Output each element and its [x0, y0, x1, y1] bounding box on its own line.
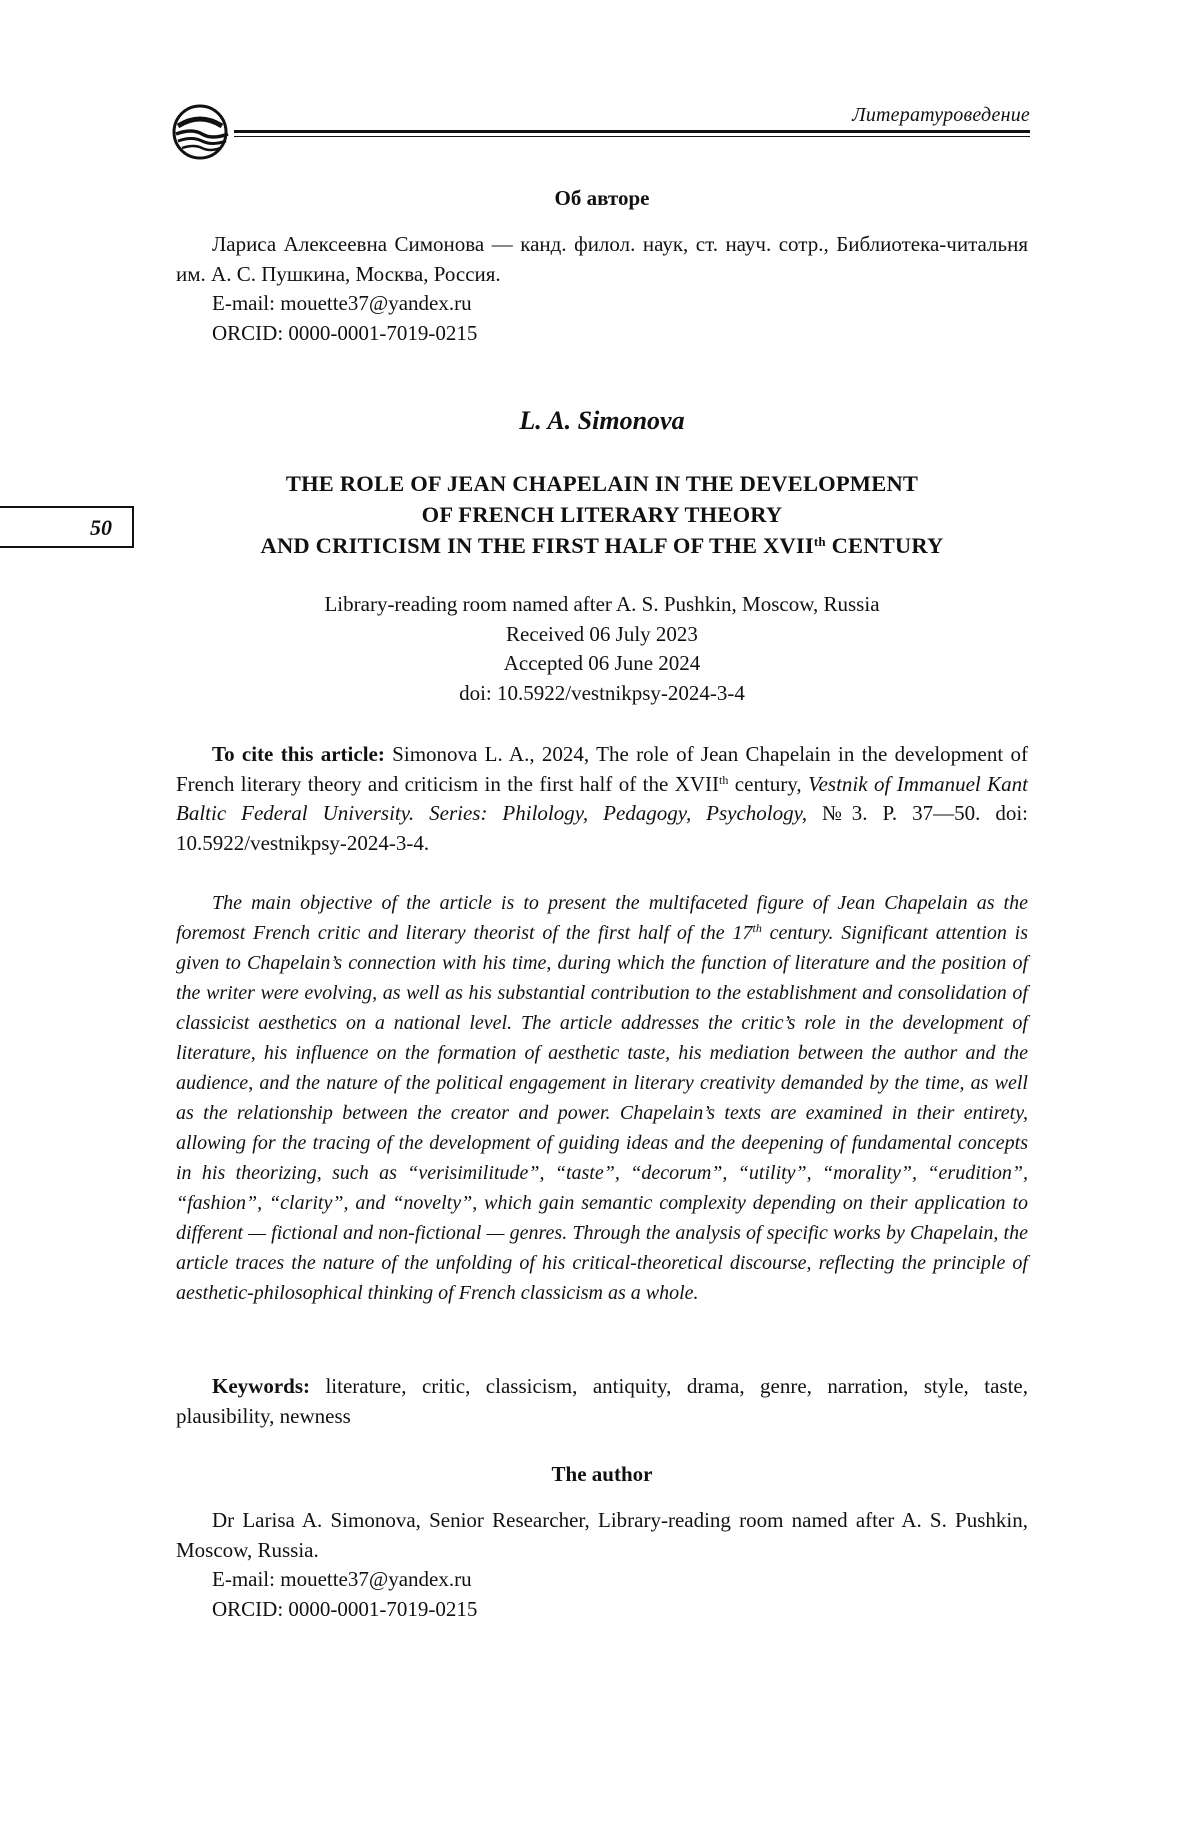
- page-number: 50: [90, 515, 112, 540]
- article-title: [176, 468, 1028, 561]
- english-author-bio: Dr Larisa A. Simonova, Senior Researcher, Library-reading room named after A. S. Pushkin, Moscow, Russia.: [176, 1508, 1028, 1562]
- article-author: L. A. Simonova: [519, 406, 685, 435]
- english-author-heading: The author: [551, 1462, 653, 1486]
- article-meta: [176, 590, 1028, 708]
- russian-author-email: E-mail: mouette37@yandex.ru: [212, 291, 472, 315]
- abstract-block: [176, 888, 1028, 1308]
- english-author-block: [176, 1506, 1028, 1624]
- title-line-3: [176, 530, 1028, 561]
- english-author-orcid: ORCID: 0000-0001-7019-0215: [212, 1596, 478, 1621]
- keywords-paragraph: [176, 1372, 1028, 1431]
- citation-text-3: №3. P. 37—50. doi: 10.5922/vestnikpsy-2024-3-4.: [176, 801, 1028, 855]
- title-line-3-text: AND CRITICISM IN THE FIRST HALF OF THE XVII: [260, 533, 814, 558]
- abstract-text-2: century. Significant attention is given to Chapelain’s connection with his time, during which the function of literature and the position of the writer were evolving, as well as his substantial contribution to the establishment and consolidation of classicist aesthetics on a national level. The article addresses the critic’s role in the development of literature, his influence on the formation of aesthetic taste, his mediation between the author and the audience, and the nature of the political engagement in literary creativity demanded by the time, as well as the relationship between the creator and power. Chapelain’s texts are examined in their entirety, allowing for the tracing of the development of guiding ideas and the deepening of fundamental concepts in his theorizing, such as “verisimilitude”, “taste”, “decorum”, “utility”, “morality”, “erudition”, “fashion”, “clarity”, and “novelty”, which gain semantic complexity depending on their application to different — fictional and non-fictional — genres. Through the analysis of specific works by Chapelain, the article traces the nature of the unfolding of his critical-theoretical discourse, reflecting the principle of aesthetic-philosophical thinking of French classicism as a whole.: [176, 922, 1028, 1304]
- keywords-label: Keywords:: [212, 1374, 310, 1398]
- citation-paragraph: [176, 740, 1028, 858]
- header-rule-thin: [234, 136, 1030, 137]
- abstract-text-1: The main objective of the article is to present the multifaceted figure of Jean Chapelain as the foremost French critic and literary theorist of the first half of the 17: [176, 892, 1028, 944]
- citation-label: To cite this article:: [212, 742, 385, 766]
- page-number-box: [0, 506, 134, 548]
- header-rule-thick: [234, 130, 1030, 133]
- received-date: Received 06 July 2023: [506, 621, 698, 646]
- russian-author-orcid: ORCID: 0000-0001-7019-0215: [212, 320, 478, 345]
- running-title: Литературоведение: [852, 104, 1030, 126]
- abstract-superscript: th: [752, 921, 762, 935]
- abstract-paragraph: [176, 888, 1028, 1308]
- citation-journal: Vestnik of Immanuel Kant Baltic Federal University. Series: Philology, Pedagogy, Psychology,: [176, 771, 1029, 825]
- russian-author-bio: Лариса Алексеевна Симонова — канд. филол. наук, ст. науч. сотр., Библиотека-читальня им. А. С. Пушкина, Москва, Россия.: [176, 232, 1028, 286]
- page-header: [172, 100, 1030, 160]
- citation-text-2: century,: [728, 771, 809, 796]
- title-line-3-end: CENTURY: [825, 533, 944, 558]
- article-doi: doi: 10.5922/vestnikpsy-2024-3-4: [459, 680, 745, 705]
- citation-superscript: th: [719, 772, 729, 787]
- journal-wave-logo-icon: [172, 104, 232, 160]
- title-line-2: OF FRENCH LITERARY THEORY: [421, 502, 783, 527]
- title-superscript: th: [813, 534, 826, 549]
- keywords-block: [176, 1372, 1028, 1431]
- title-line-1: THE ROLE OF JEAN CHAPELAIN IN THE DEVELOPMENT: [285, 471, 919, 496]
- keywords-text: literature, critic, classicism, antiquity, drama, genre, narration, style, taste, plausibility, newness: [176, 1374, 1028, 1428]
- citation-block: [176, 740, 1028, 858]
- russian-author-block: [176, 230, 1028, 348]
- english-author-email: E-mail: mouette37@yandex.ru: [212, 1567, 472, 1591]
- accepted-date: Accepted 06 June 2024: [503, 651, 701, 675]
- affiliation: Library-reading room named after A. S. Pushkin, Moscow, Russia: [324, 592, 880, 616]
- citation-text-1: Simonova L. A., 2024, The role of Jean Chapelain in the development of French literary theory and criticism in the first half of the XVII: [176, 742, 1028, 796]
- russian-author-heading: Об авторе: [554, 186, 650, 210]
